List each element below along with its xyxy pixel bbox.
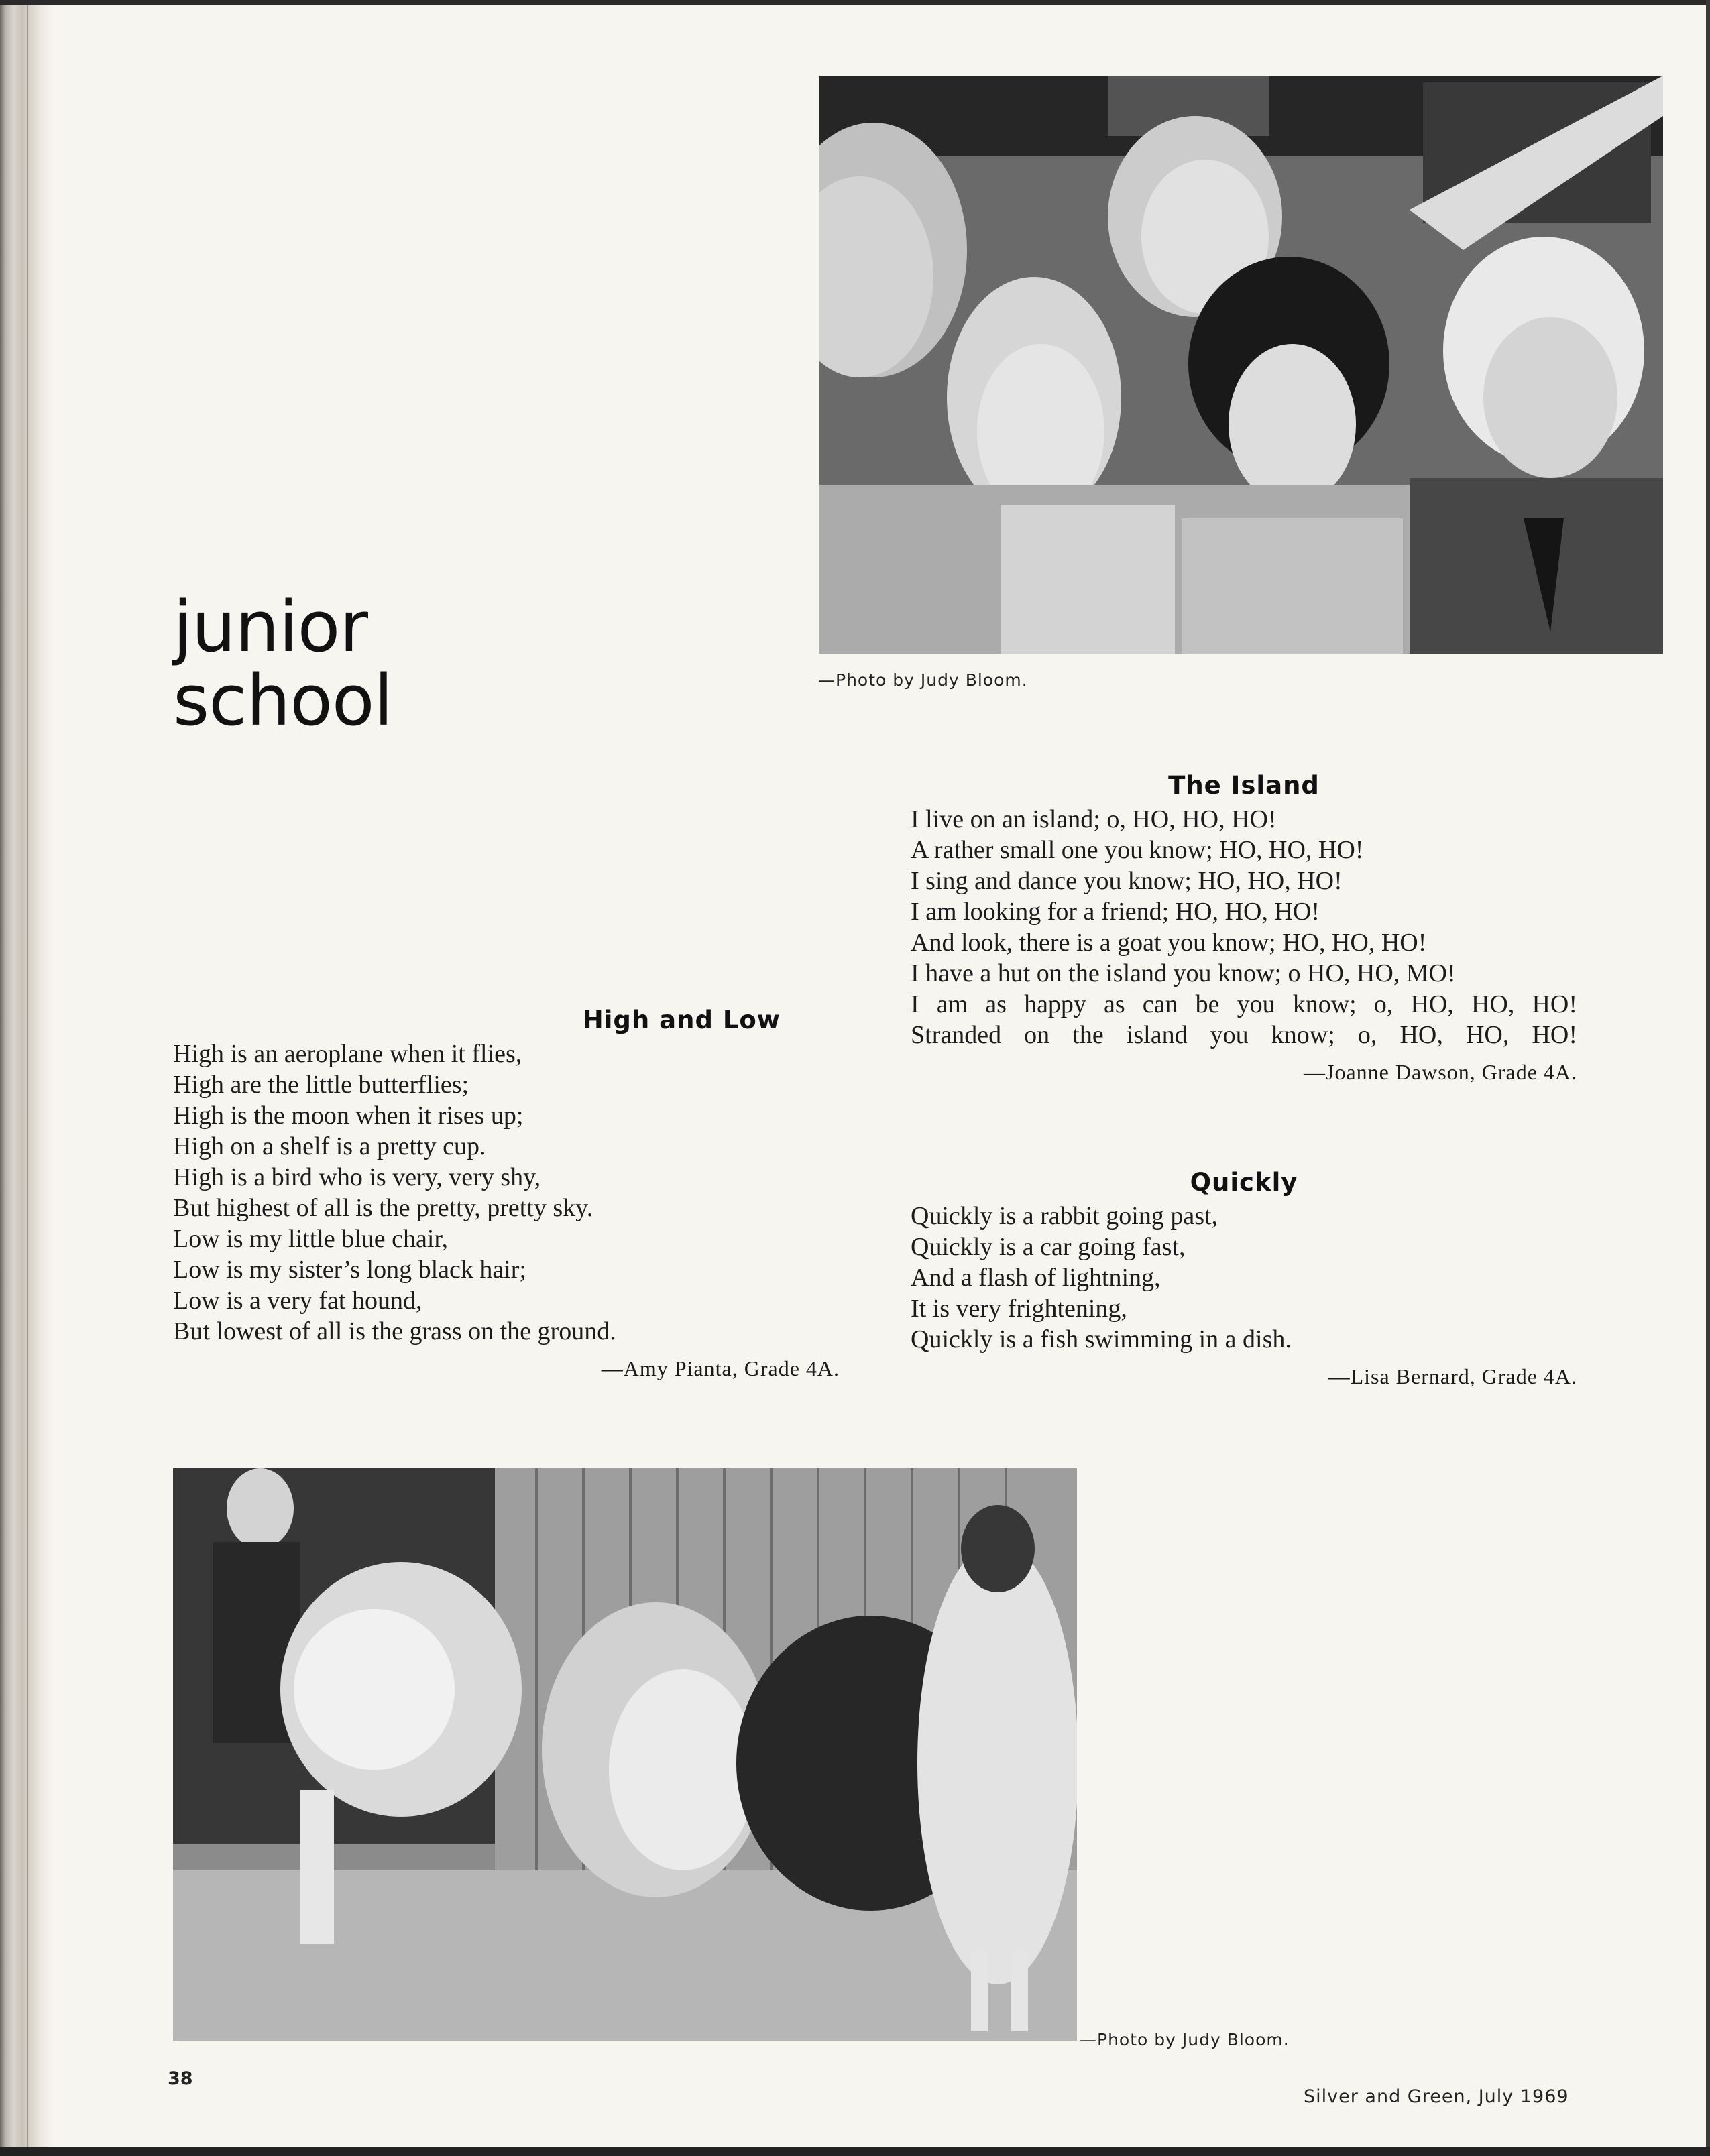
section-title (173, 586, 393, 741)
page-binding (0, 0, 54, 2156)
poem-author: —Amy Pianta, Grade 4A. (601, 1356, 840, 1380)
poem-line: And look, there is a goat you know; HO, HO, HO! (911, 929, 1427, 957)
scan-top-edge (0, 0, 1710, 5)
poem-line: Stranded on the island you know; o, HO, HO, HO! (911, 1021, 1577, 1049)
poem-line: It is very frightening, (911, 1295, 1127, 1323)
poem-line: Low is a very fat hound, (173, 1286, 422, 1315)
poem-the-island (911, 771, 1577, 1085)
page-number: 38 (168, 2068, 193, 2089)
poem-line: High is an aeroplane when it flies, (173, 1040, 522, 1068)
section-title-line-2: school (173, 660, 393, 741)
poem-line: A rather small one you know; HO, HO, HO! (911, 836, 1364, 864)
photo-children-smiling (819, 76, 1663, 654)
poem-line: High is a bird who is very, very shy, (173, 1163, 541, 1191)
poem-line: I am as happy as can be you know; o, HO, HO, HO! (911, 990, 1577, 1018)
poem-line: I live on an island; o, HO, HO, HO! (911, 805, 1277, 833)
poem-line: But highest of all is the pretty, pretty sky. (173, 1194, 593, 1222)
poem-line: Quickly is a rabbit going past, (911, 1202, 1218, 1230)
poem-line: But lowest of all is the grass on the ground. (173, 1317, 616, 1345)
poem-line: I am looking for a friend; HO, HO, HO! (911, 898, 1320, 926)
poem-line: And a flash of lightning, (911, 1264, 1161, 1292)
poem-author: —Joanne Dawson, Grade 4A. (1303, 1060, 1577, 1084)
poem-line: I have a hut on the island you know; o HO, HO, MO! (911, 959, 1456, 987)
scan-bottom-edge (0, 2147, 1710, 2156)
poem-quickly (911, 1168, 1577, 1390)
section-title-line-1: junior (173, 586, 368, 668)
footer-publication: Silver and Green, July 1969 (1304, 2086, 1569, 2107)
poem-line: Low is my little blue chair, (173, 1225, 449, 1253)
poem-title: High and Low (582, 1006, 781, 1034)
poem-line: High is the moon when it rises up; (173, 1101, 524, 1130)
poem-line: I sing and dance you know; HO, HO, HO! (911, 867, 1343, 895)
scan-right-edge (1706, 0, 1710, 2156)
poem-line: Quickly is a car going fast, (911, 1233, 1186, 1261)
poem-author: —Lisa Bernard, Grade 4A. (1328, 1364, 1577, 1388)
poem-line: Quickly is a fish swimming in a dish. (911, 1325, 1292, 1354)
photo-top-caption: —Photo by Judy Bloom. (818, 670, 1028, 690)
poem-title: The Island (1168, 771, 1320, 800)
poem-title: Quickly (1190, 1168, 1298, 1197)
poem-line: Low is my sister’s long black hair; (173, 1256, 527, 1284)
photo-girls-crouching (173, 1468, 1077, 2041)
poem-line: High are the little butterflies; (173, 1071, 469, 1099)
photo-bottom-caption: —Photo by Judy Bloom. (1080, 2030, 1290, 2049)
poem-high-and-low (173, 1006, 840, 1382)
poem-line: High on a shelf is a pretty cup. (173, 1132, 486, 1160)
